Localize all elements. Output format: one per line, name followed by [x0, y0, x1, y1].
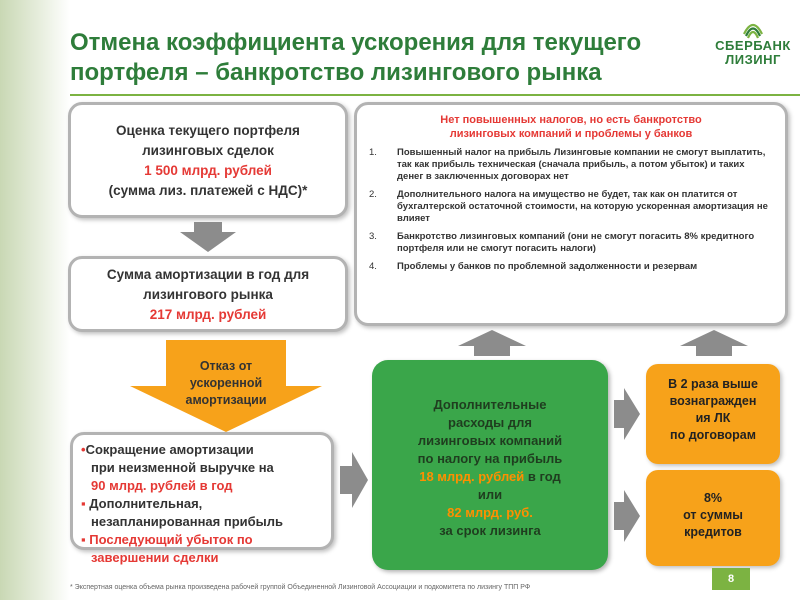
orange-arrow-line3: амортизации [185, 393, 267, 407]
green-line2: расходы для [448, 415, 532, 430]
box3-b1a: Сокращение амортизации [85, 442, 254, 457]
box1-line3: (сумма лиз. платежей с НДС)* [108, 183, 308, 198]
ob2-line1: 8% [703, 491, 723, 505]
footnote: * Экспертная оценка объема рынка произведена рабочей группой Объединенной Лизинговой Ассоциации и подкомитета по лизингу ТПП РФ [70, 584, 531, 591]
arrow-right-icon [614, 486, 642, 546]
portfolio-estimate-box [68, 102, 348, 218]
orange-arrow-line1: Отказ от [199, 359, 253, 373]
green-value1: 18 млрд. рублей [419, 469, 525, 484]
green-line6: или [477, 487, 503, 502]
arrow-right-icon [340, 448, 370, 512]
green-value1-row [372, 468, 608, 486]
list-item-text: Дополнительного налога на имущество не будет, так как он платится от бухгалтерской остаточной стоимости, на которую ускоренная амортизация не влияет [397, 189, 768, 224]
box1-line1: Оценка текущего портфеля [116, 123, 300, 138]
title-line-1: Отмена коэффициента ускорения для текущего [70, 29, 642, 56]
amortization-sum-box [68, 256, 348, 332]
background-gradient [0, 0, 70, 600]
arrow-up-icon [678, 330, 750, 356]
ob1-line4: по договорам [670, 428, 756, 442]
box3-bullet1 [81, 441, 323, 459]
orange-arrow-label [136, 358, 316, 409]
right-box-header [369, 113, 773, 141]
box2-value: 217 млрд. рублей [149, 307, 267, 322]
ob1-line1: В 2 раза выше [668, 377, 758, 391]
credit-share-box [646, 470, 780, 566]
ob1-line2: вознагражден [669, 394, 757, 408]
logo-text-leasing: ЛИЗИНГ [725, 52, 781, 67]
ob2-line2: от суммы [683, 508, 743, 522]
list-item [369, 147, 773, 183]
ob1-line3: ия ЛК [695, 411, 731, 425]
box2-line1: Сумма амортизации в год для [106, 267, 310, 282]
list-item [369, 189, 773, 225]
box3-b2b: незапланированная прибыль [91, 514, 284, 529]
box1-line2: лизинговых сделок [142, 143, 274, 158]
list-item [369, 261, 773, 273]
title-divider [70, 94, 800, 96]
slide-title [70, 28, 710, 88]
box3-b1-value: 90 млрд. рублей в год [91, 478, 233, 493]
problems-list [369, 147, 773, 273]
bullet-icon: ▪ [81, 532, 86, 547]
box3-b2a: Дополнительная, [89, 496, 203, 511]
box3-b3b: завершении сделки [91, 550, 219, 565]
arrow-down-icon [176, 222, 240, 254]
right-box-header1: Нет повышенных налогов, но есть банкротство [440, 114, 702, 126]
consequences-box [70, 432, 334, 565]
list-item-number: 3. [369, 231, 377, 242]
green-line3: лизинговых компаний [417, 433, 563, 448]
list-item-number: 4. [369, 261, 377, 272]
list-item-number: 2. [369, 189, 377, 200]
box3-b1b: при неизменной выручке на [91, 460, 274, 475]
ob2-line3: кредитов [684, 525, 742, 539]
page-number: 8 [712, 568, 750, 590]
arrow-right-icon [614, 384, 642, 444]
logo-text-sberbank: СБЕРБАНК [715, 38, 791, 53]
commission-box [646, 364, 780, 464]
green-line7: за срок лизинга [439, 523, 541, 538]
box3-b3a: Последующий убыток по [89, 532, 253, 547]
box3-bullet3 [81, 531, 323, 549]
box3-bullet2 [81, 495, 323, 513]
green-line5: в год [524, 469, 561, 484]
green-value2: 82 млрд. руб. [447, 505, 533, 520]
additional-expenses-box [372, 360, 608, 570]
green-line1: Дополнительные [433, 397, 547, 412]
list-item-text: Повышенный налог на прибыль Лизинговые компании не смогут выплатить, так как прибыль техническая (сначала прибыль, а потом убыток) и таких денег в заключенных договорах нет [397, 147, 766, 182]
right-box-header2: лизинговых компаний и проблемы у банков [449, 128, 693, 140]
orange-arrow-line2: ускоренной [189, 376, 263, 390]
list-item-text: Банкротство лизинговых компаний (они не смогут погасить 8% кредитного портфеля или не смогут погасить налоги) [397, 231, 755, 254]
green-line4: по налогу на прибыль [417, 451, 563, 466]
bullet-icon: ▪ [81, 496, 86, 511]
title-line-2: портфеля – банкротство лизингового рынка [70, 59, 602, 86]
box2-line2: лизингового рынка [143, 287, 273, 302]
list-item-text: Проблемы у банков по проблемной задолженности и резервам [397, 261, 698, 272]
list-item-number: 1. [369, 147, 377, 158]
bullet-icon: • [81, 442, 86, 457]
arrow-up-icon [456, 330, 528, 356]
box1-value: 1 500 млрд. рублей [144, 163, 272, 178]
list-item [369, 231, 773, 255]
bankruptcy-problems-box [354, 102, 788, 326]
